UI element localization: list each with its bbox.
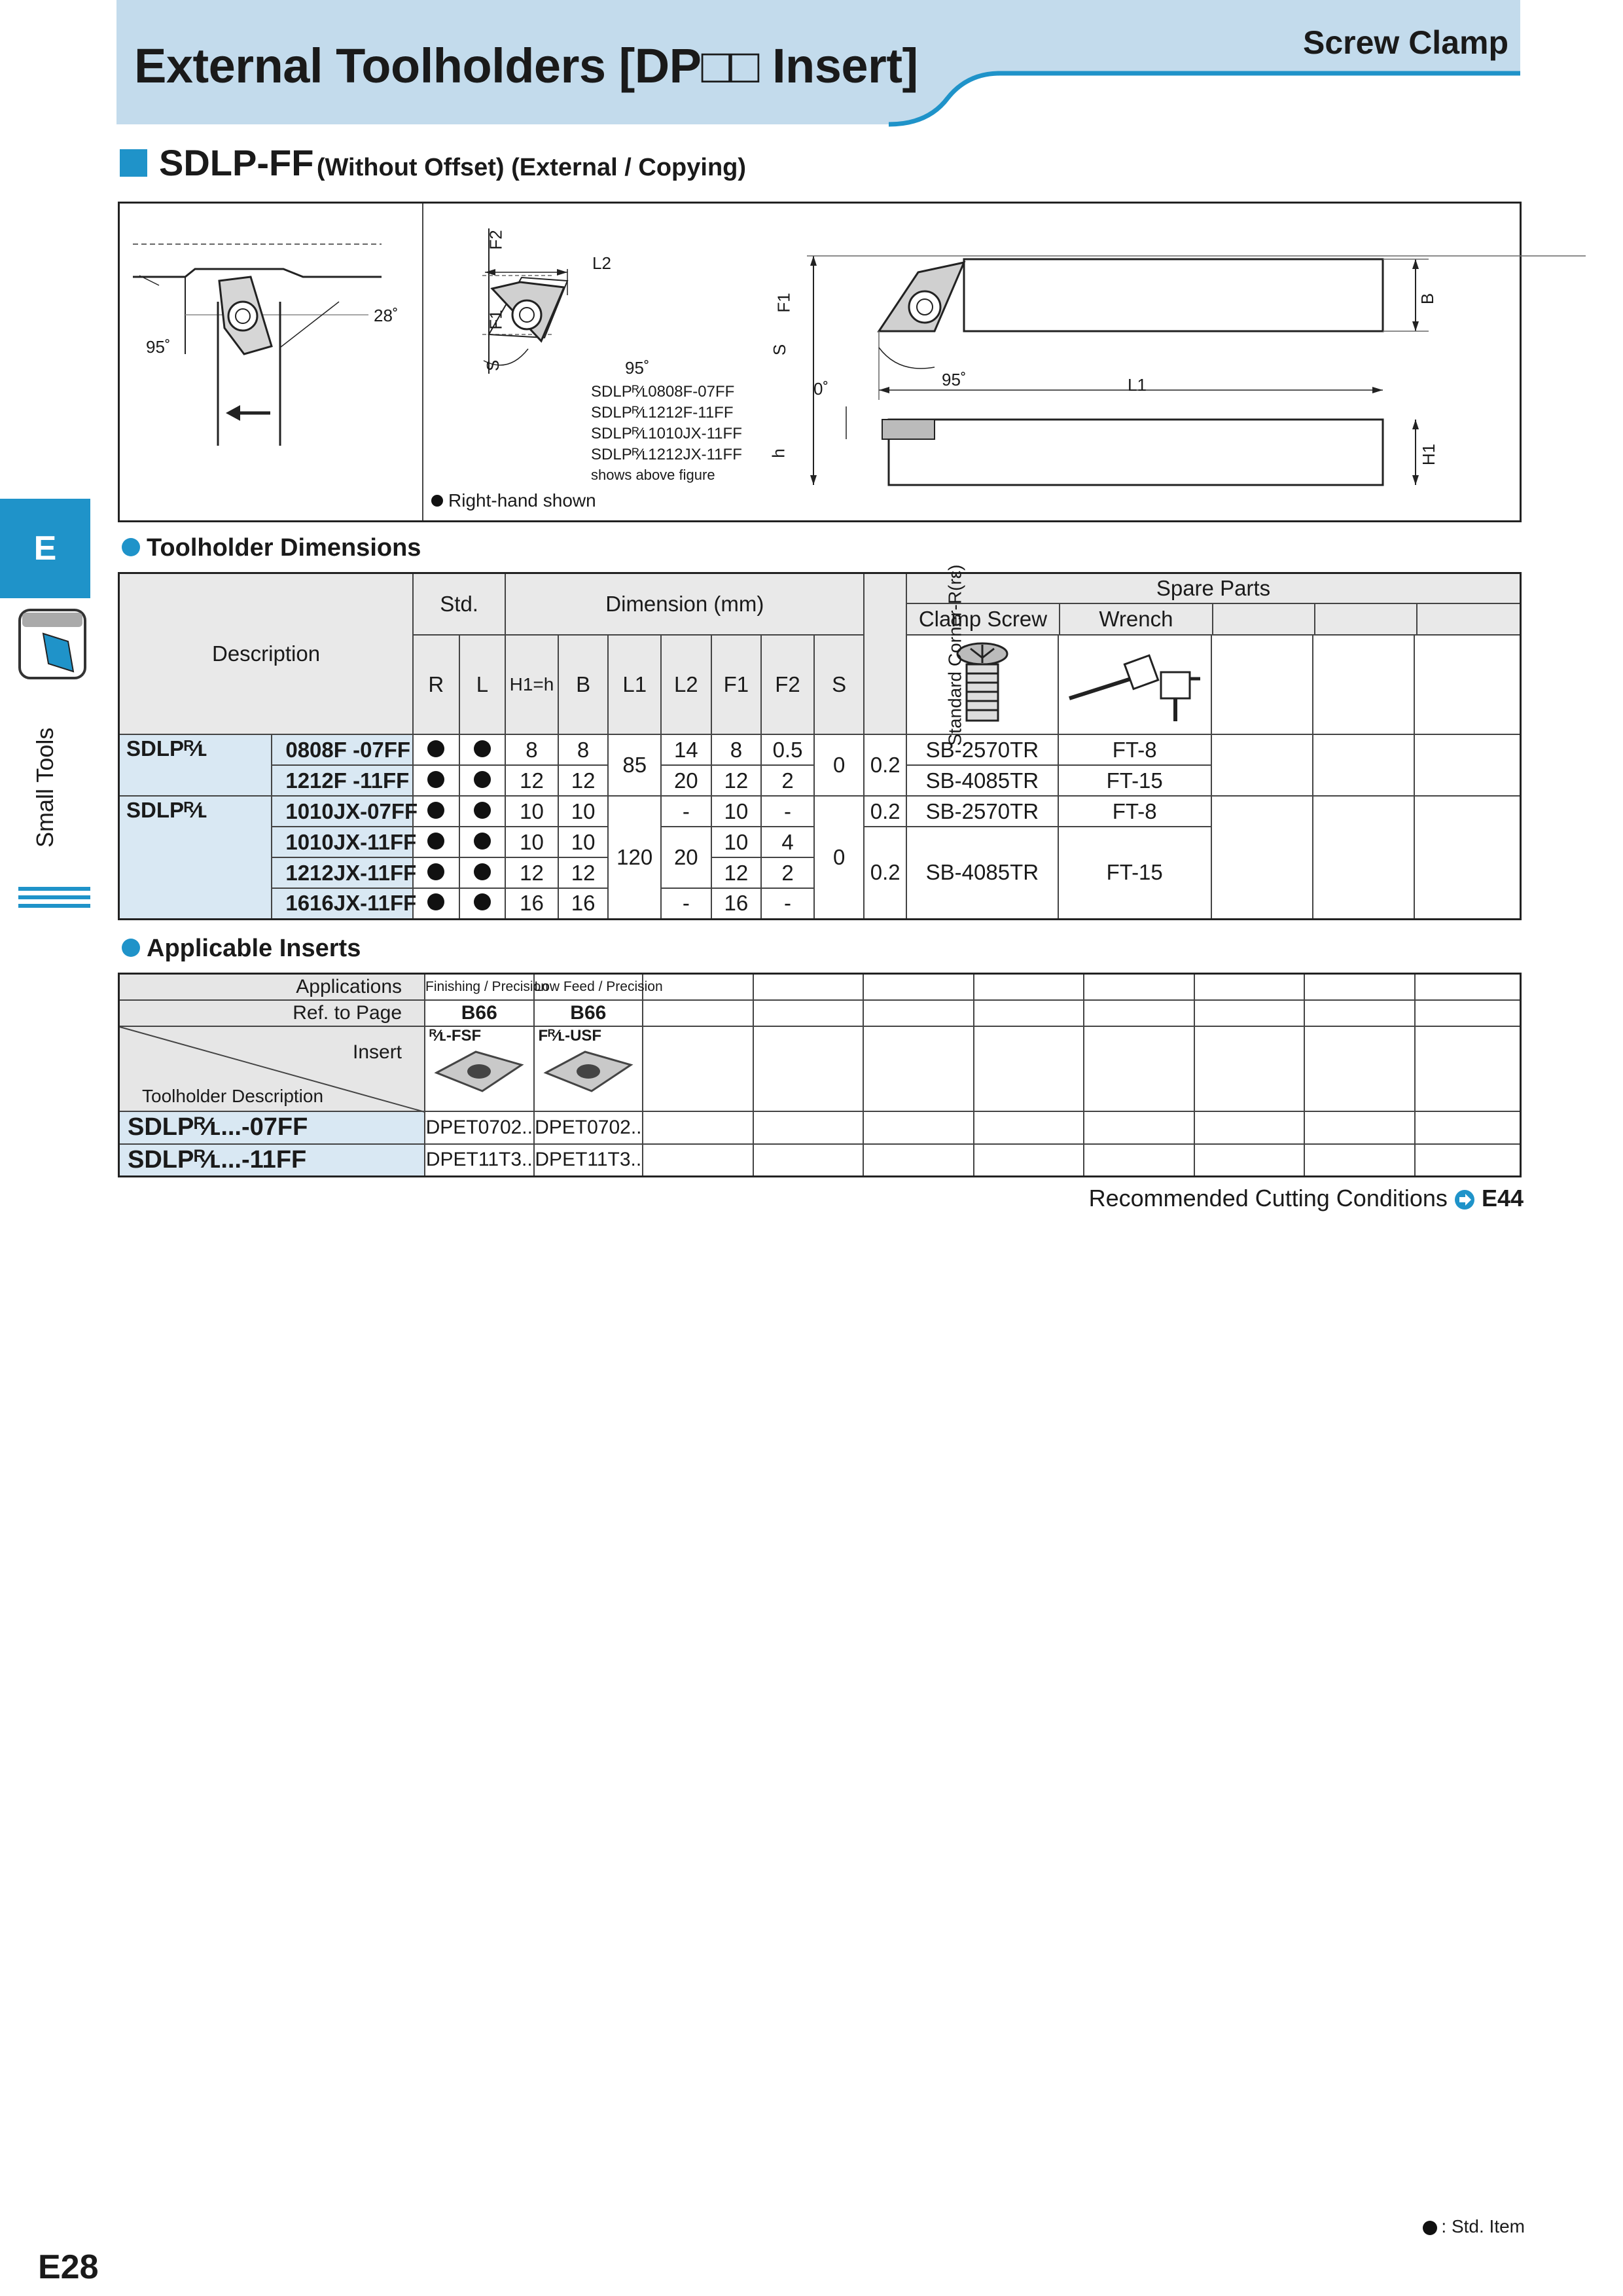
row5-H1: 12 <box>505 857 558 888</box>
col-L: L <box>459 635 506 734</box>
std-item-bullet <box>474 893 491 910</box>
section-subtitle: (Without Offset) (External / Copying) <box>316 154 747 181</box>
row2-wrench: FT-15 <box>1058 765 1211 796</box>
insert-usf-icon <box>539 1045 637 1098</box>
wrench-image <box>1058 635 1211 734</box>
ref-page-label: Ref. to Page <box>119 1000 425 1026</box>
col2-application: Low Feed / Precision <box>534 974 643 1000</box>
row6-model: 1616JX-11FF <box>272 888 413 919</box>
row3-F1: 10 <box>711 796 762 827</box>
group2-S: 0 <box>814 796 865 919</box>
group2-L2: 20 <box>661 827 711 888</box>
model-1: SDLPᴿ⁄ʟ0808F-07FF <box>591 383 735 401</box>
insert-fsf-icon <box>430 1045 528 1098</box>
row2-B: 12 <box>558 765 609 796</box>
inserts-heading <box>122 935 361 963</box>
insert-label: Insert <box>352 1041 402 1063</box>
row1-B: 8 <box>558 734 609 765</box>
dimension-header: Dimension (mm) <box>505 573 864 636</box>
row3-clamp-screw: SB-2570TR <box>906 796 1058 827</box>
dim-h-label: h <box>768 448 789 458</box>
toolholder-figure <box>118 202 1522 522</box>
std-item-bullet <box>427 893 444 910</box>
col-B: B <box>558 635 609 734</box>
row6-L <box>459 888 506 919</box>
clamp-screw-image <box>906 635 1058 734</box>
angle-95-label: 95˚ <box>146 337 171 357</box>
spare-parts-text: Spare Parts <box>907 574 1520 604</box>
row5-B: 12 <box>558 857 609 888</box>
col1-insert <box>425 1026 534 1111</box>
right-hand-note <box>431 490 596 511</box>
col-H1h: H1=h <box>505 635 558 734</box>
row6-F1: 16 <box>711 888 762 919</box>
std-item-bullet <box>474 802 491 819</box>
col1-ref-page[interactable]: B66 <box>425 1000 534 1026</box>
row2-F2: 2 <box>761 765 814 796</box>
insert-row1-col2: DPET0702.. <box>534 1111 643 1144</box>
holder-drawing <box>774 204 1520 520</box>
std-item-bullet <box>427 863 444 880</box>
toolholder-desc-label: Toolholder Description <box>142 1085 324 1106</box>
dim-B-label: B <box>1418 293 1438 305</box>
row5-L <box>459 857 506 888</box>
col-L1: L1 <box>608 635 661 734</box>
dims-heading-text: Toolholder Dimensions <box>147 534 421 562</box>
group1-code: SDLPᴿ⁄ʟ <box>119 734 272 796</box>
dim-L1-label: L1 <box>1128 375 1147 395</box>
row4-F2: 4 <box>761 827 814 857</box>
angle-95-c-label: 95˚ <box>942 370 967 389</box>
bullet-icon <box>122 538 140 556</box>
row2-R <box>413 765 459 796</box>
row2-model: 1212F -11FF <box>272 765 413 796</box>
right-hand-text: Right-hand shown <box>448 490 596 511</box>
col2-insert <box>534 1026 643 1111</box>
row3-H1: 10 <box>505 796 558 827</box>
col-F2: F2 <box>761 635 814 734</box>
col-R: R <box>413 635 459 734</box>
std-header: Std. <box>413 573 505 636</box>
rows456-corner-r: 0.2 <box>864 827 906 919</box>
shows-above-note: shows above figure <box>591 467 715 483</box>
dim-F1-b-label: F1 <box>774 293 794 313</box>
dim-F2-label: F2 <box>486 230 506 250</box>
row1-R <box>413 734 459 765</box>
row1-model: 0808F -07FF <box>272 734 413 765</box>
row4-H1: 10 <box>505 827 558 857</box>
bullet-icon <box>122 939 140 957</box>
recommended-text: Recommended Cutting Conditions <box>1088 1185 1448 1211</box>
row2-L2: 20 <box>661 765 711 796</box>
row3-corner-r: 0.2 <box>864 796 906 827</box>
bullet-icon <box>1423 2221 1437 2235</box>
insert-row2-col2: DPET11T3.. <box>534 1144 643 1177</box>
row2-F1: 12 <box>711 765 762 796</box>
row6-L2: - <box>661 888 711 919</box>
sidebar-label: Small Tools <box>31 727 58 848</box>
sidebar-lines <box>18 887 90 912</box>
corner-r-header <box>864 564 965 746</box>
row4-L <box>459 827 506 857</box>
col-F1: F1 <box>711 635 762 734</box>
page-title: External Toolholders [DP□□ Insert] <box>134 39 918 93</box>
row3-L <box>459 796 506 827</box>
dim-S-label: S <box>483 359 503 372</box>
row6-F2: - <box>761 888 814 919</box>
section-title <box>159 141 746 184</box>
inserts-heading-text: Applicable Inserts <box>147 935 361 962</box>
clamp-screw-header: Clamp Screw <box>907 604 1060 634</box>
bullet-icon <box>431 495 443 507</box>
col1-insert-name: ᴿ⁄ʟ-FSF <box>429 1026 482 1045</box>
col2-insert-name: Fᴿ⁄ʟ-USF <box>538 1026 602 1045</box>
section-tab[interactable]: E <box>0 499 90 598</box>
std-item-legend <box>1423 2216 1525 2237</box>
std-item-bullet <box>427 771 444 788</box>
group2-L1: 120 <box>608 796 661 919</box>
row5-F1: 12 <box>711 857 762 888</box>
dim-F1-label: F1 <box>486 310 506 330</box>
dim-L2-label: L2 <box>592 253 611 273</box>
col-S: S <box>814 635 865 734</box>
row3-L2: - <box>661 796 711 827</box>
std-item-bullet <box>474 833 491 850</box>
row1-H1: 8 <box>505 734 558 765</box>
row3-model: 1010JX-07FF <box>272 796 413 827</box>
rows456-wrench: FT-15 <box>1058 827 1211 919</box>
col2-ref-page[interactable]: B66 <box>534 1000 643 1026</box>
insert-description-corner <box>119 1026 425 1111</box>
std-item-bullet <box>474 771 491 788</box>
arrow-right-icon <box>1454 1189 1475 1210</box>
wrench-header: Wrench <box>1060 604 1213 634</box>
angle-0-label: 0˚ <box>813 379 829 399</box>
row3-R <box>413 796 459 827</box>
row4-B: 10 <box>558 827 609 857</box>
group2-code: SDLPᴿ⁄ʟ <box>119 796 272 919</box>
angle-28-label: 28˚ <box>374 306 399 325</box>
recommended-page[interactable]: E44 <box>1481 1185 1524 1211</box>
row2-clamp-screw: SB-4085TR <box>906 765 1058 796</box>
row2-L <box>459 765 506 796</box>
spare-parts-header <box>906 573 1521 636</box>
category-label: Screw Clamp <box>1302 24 1508 61</box>
rows456-clamp-screw: SB-4085TR <box>906 827 1058 919</box>
recommended-conditions[interactable] <box>1089 1185 1524 1212</box>
std-item-bullet <box>427 833 444 850</box>
row3-F2: - <box>761 796 814 827</box>
row4-R <box>413 827 459 857</box>
dims-heading <box>122 534 421 562</box>
std-item-text: : Std. Item <box>1441 2216 1525 2236</box>
row1-L <box>459 734 506 765</box>
page-number: E28 <box>38 2248 99 2286</box>
corner-r-text: Standard Corner-R(rε) <box>944 564 965 746</box>
group1-S: 0 <box>814 734 865 796</box>
section-code: SDLP-FF <box>159 142 314 183</box>
dim-S-b-label: S <box>770 344 790 356</box>
row3-wrench: FT-8 <box>1058 796 1211 827</box>
angle-95-b-label: 95˚ <box>625 358 650 378</box>
std-item-bullet <box>474 863 491 880</box>
model-4: SDLPᴿ⁄ʟ1212JX-11FF <box>591 446 742 463</box>
col-L2: L2 <box>661 635 711 734</box>
row3-B: 10 <box>558 796 609 827</box>
inserts-table <box>118 973 1522 1177</box>
dimensions-table <box>118 564 1522 920</box>
col1-application: Finishing / Precision <box>425 974 534 1000</box>
row1-clamp-screw: SB-2570TR <box>906 734 1058 765</box>
std-item-bullet <box>427 740 444 757</box>
std-item-bullet <box>474 740 491 757</box>
row5-F2: 2 <box>761 857 814 888</box>
top-view-drawing <box>120 204 422 520</box>
row1-F2: 0.5 <box>761 734 814 765</box>
insert-row2-col1: DPET11T3.. <box>425 1144 534 1177</box>
model-3: SDLPᴿ⁄ʟ1010JX-11FF <box>591 425 742 442</box>
insert-row1-label: SDLPᴿ⁄ʟ...-07FF <box>119 1111 425 1144</box>
group1-corner-r: 0.2 <box>864 734 906 796</box>
model-2: SDLPᴿ⁄ʟ1212F-11FF <box>591 404 734 422</box>
row1-wrench: FT-8 <box>1058 734 1211 765</box>
std-item-bullet <box>427 802 444 819</box>
row2-H1: 12 <box>505 765 558 796</box>
wrench-icon <box>1063 639 1207 725</box>
row6-R <box>413 888 459 919</box>
dim-H1-label: H1 <box>1419 443 1439 466</box>
group1-L1: 85 <box>608 734 661 796</box>
row6-H1: 16 <box>505 888 558 919</box>
insert-row2-label: SDLPᴿ⁄ʟ...-11FF <box>119 1144 425 1177</box>
row1-L2: 14 <box>661 734 711 765</box>
section-marker <box>120 149 147 177</box>
row5-model: 1212JX-11FF <box>272 857 413 888</box>
applications-label: Applications <box>119 974 425 1000</box>
row6-B: 16 <box>558 888 609 919</box>
small-tools-icon <box>17 607 88 681</box>
row5-R <box>413 857 459 888</box>
insert-row1-col1: DPET0702.. <box>425 1111 534 1144</box>
row4-model: 1010JX-11FF <box>272 827 413 857</box>
row4-F1: 10 <box>711 827 762 857</box>
description-header: Description <box>119 573 414 735</box>
row1-F1: 8 <box>711 734 762 765</box>
